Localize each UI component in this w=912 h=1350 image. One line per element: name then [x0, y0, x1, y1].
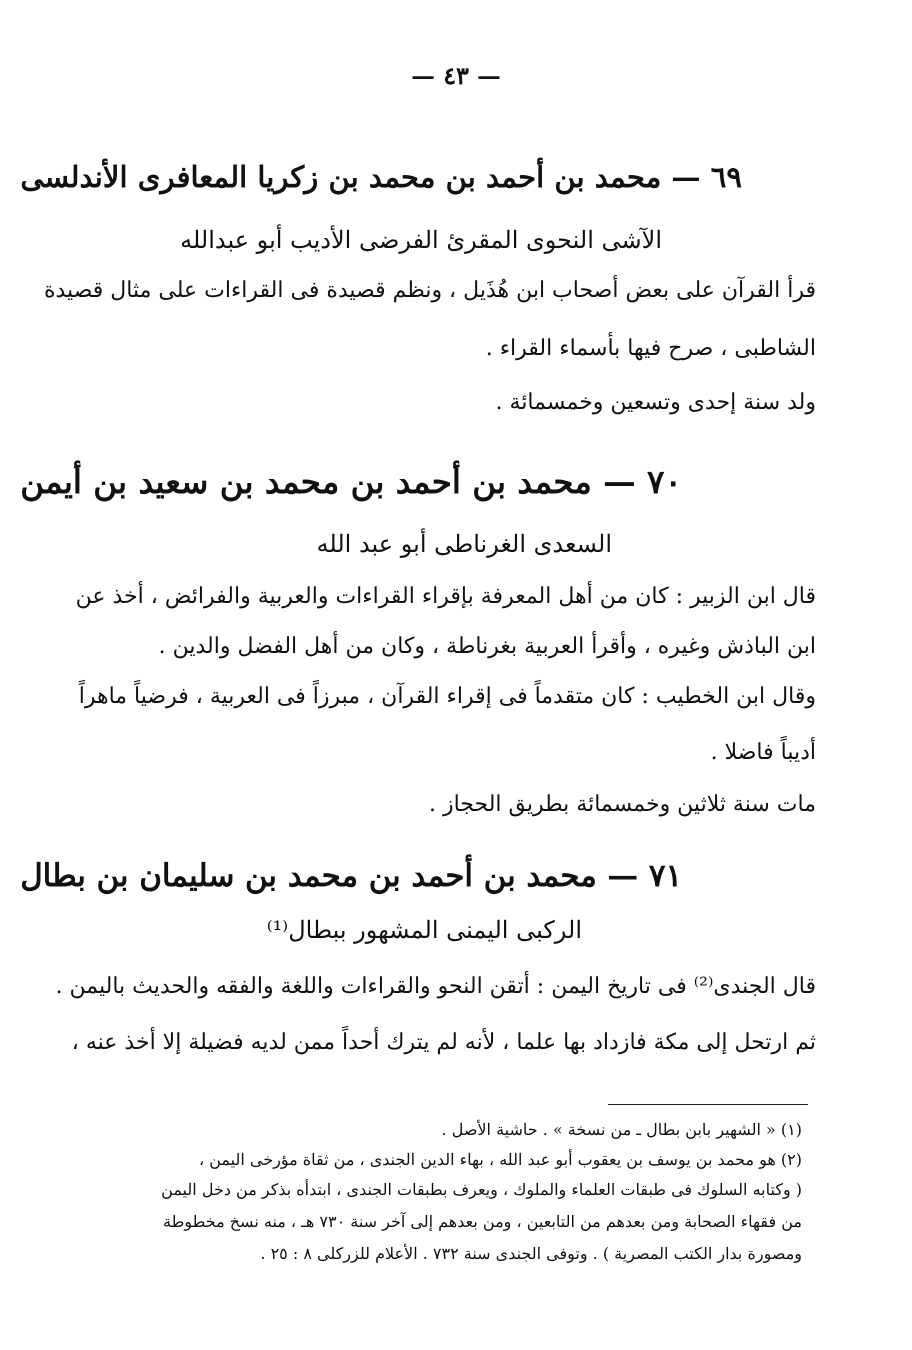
entry-heading-70: ٧٠ — محمد بن أحمد بن محمد بن سعيد بن أيمن: [20, 462, 682, 501]
entry-subtitle-71: الركبى اليمنى المشهور ببطال⁽¹⁾: [266, 916, 582, 944]
entry-70-line-2: ابن الباذش وغيره ، وأقرأ العربية بغرناطة ، وكان من أهل الفضل والدين .: [158, 634, 816, 659]
entry-heading-71: ٧١ — محمد بن أحمد بن محمد بن سليمان بن بطال: [20, 858, 682, 894]
entry-subtitle-69: الآشى النحوى المقرئ الفرضى الأديب أبو عبدالله: [180, 226, 662, 254]
entry-heading-69: ٦٩ — محمد بن أحمد بن محمد بن زكريا المعافرى الأندلسى: [20, 160, 742, 194]
footnote-2-line-4: ومصورة بدار الكتب المصرية ) . وتوفى الجندى سنة ٧٣٢ . الأعلام للزركلى ٨ : ٢٥ .: [260, 1244, 802, 1263]
footnote-2-line-2: ( وكتابه السلوك فى طبقات العلماء والملوك ، ويعرف بطبقات الجندى ، ابتدأه بذكر من دخل اليمن: [161, 1180, 802, 1199]
footnote-2-line-1: (٢) هو محمد بن يوسف بن يعقوب أبو عبد الله ، بهاء الدين الجندى ، من ثقاة مؤرخى اليمن ،: [198, 1150, 802, 1169]
entry-69-line-1: قرأ القرآن على بعض أصحاب ابن هُذَيل ، ونظم قصيدة فى القراءات على مثال قصيدة: [43, 278, 816, 303]
footnote-2-line-3: من فقهاء الصحابة ومن بعدهم من التابعين ، ومن بعدهم إلى آخر سنة ٧٣٠ هـ ، منه نسخ مخطوطة: [163, 1212, 802, 1231]
entry-71-line-1: قال الجندى⁽²⁾ فى تاريخ اليمن : أتقن النحو والقراءات واللغة والفقه والحديث باليمن .: [55, 974, 816, 999]
footnote-divider: [608, 1104, 808, 1105]
page-number: — ٤٣ —: [411, 62, 501, 90]
entry-71-line-2: ثم ارتحل إلى مكة فازداد بها علما ، لأنه لم يترك أحداً ممن لديه فضيلة إلا أخذ عنه ،: [71, 1030, 816, 1055]
entry-70-line-1: قال ابن الزبير : كان من أهل المعرفة بإقراء القراءات والعربية والفرائض ، أخذ عن: [75, 584, 816, 609]
entry-70-line-3: وقال ابن الخطيب : كان متقدماً فى إقراء القرآن ، مبرزاً فى العربية ، فرضياً ماهراً: [78, 684, 816, 709]
entry-subtitle-70: السعدى الغرناطى أبو عبد الله: [316, 530, 612, 558]
entry-70-line-4: أديباً فاضلا .: [710, 740, 816, 765]
entry-69-line-2: الشاطبى ، صرح فيها بأسماء القراء .: [485, 336, 816, 361]
footnote-1: (١) « الشهير بابن بطال ـ من نسخة » . حاشية الأصل .: [441, 1120, 802, 1139]
entry-69-line-3: ولد سنة إحدى وتسعين وخمسمائة .: [495, 390, 816, 415]
entry-70-line-5: مات سنة ثلاثين وخمسمائة بطريق الحجاز .: [428, 792, 816, 817]
